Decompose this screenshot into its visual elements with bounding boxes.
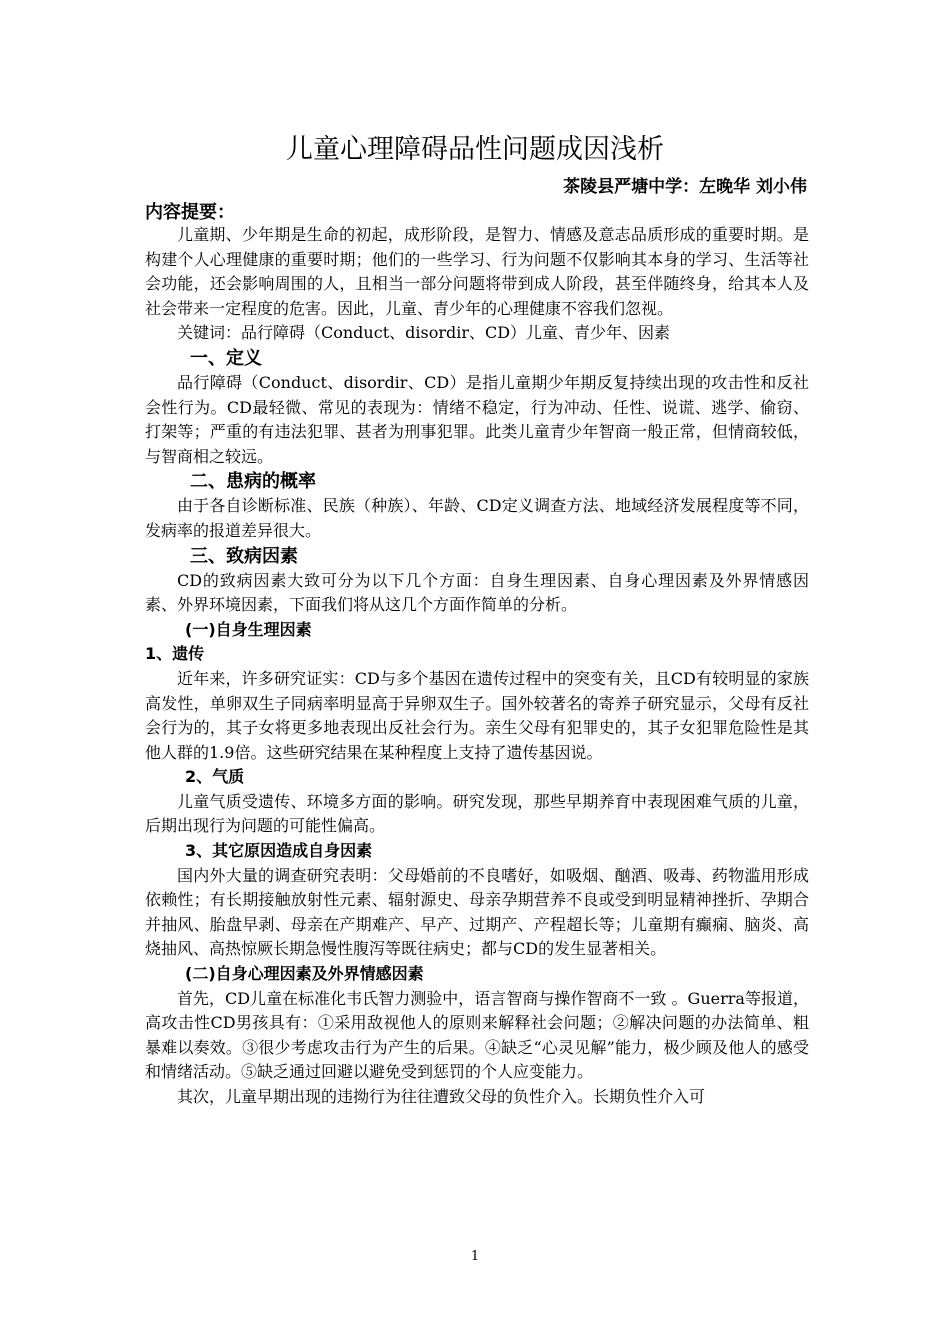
causes-intro-paragraph: CD的致病因素大致可分为以下几个方面：自身生理因素、自身心理因素及外界情感因素、外界环境因素，下面我们将从这几个方面作简单的分析。 <box>145 570 809 615</box>
prevalence-paragraph: 由于各自诊断标准、民族（种族）、年龄、CD定义调查方法、地域经济发展程度等不同，发病率的报道差异很大。 <box>145 496 809 540</box>
psychological-paragraph-1: 首先，CD儿童在标准化韦氏智力测验中，语言智商与操作智商不一致 。Guerra等报道，高攻击性CD男孩具有：①采用敌视他人的原则来解释社会问题；②解决问题的办法简单、粗暴难以奏效。③很少考虑攻击行为产生的后果。④缺乏“心灵见解”能力，极少顾及他人的感受和情绪活动。⑤缺乏通过回避以避免受到惩罚的个人应变能力。 <box>145 988 809 1082</box>
section-heading-definition: 一、定义 <box>190 347 262 369</box>
abstract-heading: 内容提要： <box>145 202 235 223</box>
item-heading-heredity: 1、遗传 <box>145 644 205 664</box>
page-number: 1 <box>470 1249 480 1264</box>
item-heading-temperament: 2、气质 <box>185 767 245 787</box>
section-heading-causes: 三、致病因素 <box>190 545 298 567</box>
document-body <box>145 223 809 1110</box>
other-causes-paragraph: 国内外大量的调查研究表明：父母婚前的不良嗜好，如吸烟、酗酒、吸毒、药物滥用形成依赖性；有长期接触放射性元素、辐射源史、母亲孕期营养不良或受到明显精神挫折、孕期合并抽风、胎盘早剥、母亲在产期难产、早产、过期产、产程超长等；儿童期有癫痫、脑炎、高烧抽风、高热惊厥长期急慢性腹泻等既往病史；都与CD的发生显著相关。 <box>145 865 809 959</box>
heredity-paragraph: 近年来，许多研究证实：CD与多个基因在遗传过程中的突变有关，且CD有较明显的家族高发性，单卵双生子同病率明显高于异卵双生子。国外较著名的寄养子研究显示，父母有反社会行为的，其子女将更多地表现出反社会行为。亲生父母有犯罪史的，其子女犯罪危险性是其他人群的1.9倍。这些研究结果在某种程度上支持了遗传基因说。 <box>145 668 809 762</box>
temperament-paragraph: 儿童气质受遗传、环境多方面的影响。研究发现，那些早期养育中表现困难气质的儿童，后期出现行为问题的可能性偏高。 <box>145 791 809 836</box>
definition-paragraph: 品行障碍（Conduct、disordir、CD）是指儿童期少年期反复持续出现的攻击性和反社会性行为。CD最轻微、常见的表现为：情绪不稳定，行为冲动、任性、说谎、逃学、偷窃、打架等；严重的有违法犯罪、甚者为刑事犯罪。此类儿童青少年智商一般正常，但情商较低，与智商相之较远。 <box>145 372 809 466</box>
document-title: 儿童心理障碍品性问题成因浅析 <box>286 134 664 165</box>
authors-line: 茶陵县严塘中学：左晚华 刘小伟 <box>563 177 807 197</box>
subsection-heading-physiological: (一)自身生理因素 <box>185 619 312 639</box>
keywords-line: 关键词：品行障碍（Conduct、disordir、CD）儿童、青少年、因素 <box>177 323 671 343</box>
subsection-heading-psychological: (二)自身心理因素及外界情感因素 <box>185 964 424 984</box>
abstract-paragraph: 儿童期、少年期是生命的初起，成形阶段，是智力、情感及意志品质形成的重要时期。是构建个人心理健康的重要时期；他们的一些学习、行为问题不仅影响其本身的学习、生活等社会功能，还会影响周围的人，且相当一部分问题将带到成人阶段，甚至伴随终身，给其本人及社会带来一定程度的危害。因此，儿童、青少年的心理健康不容我们忽视。 <box>145 225 809 318</box>
psychological-paragraph-2: 其次，儿童早期出现的违拗行为往往遭致父母的负性介入。长期负性介入可 <box>177 1087 706 1106</box>
item-heading-other-causes: 3、其它原因造成自身因素 <box>185 841 373 861</box>
section-heading-prevalence: 二、患病的概率 <box>190 471 316 493</box>
